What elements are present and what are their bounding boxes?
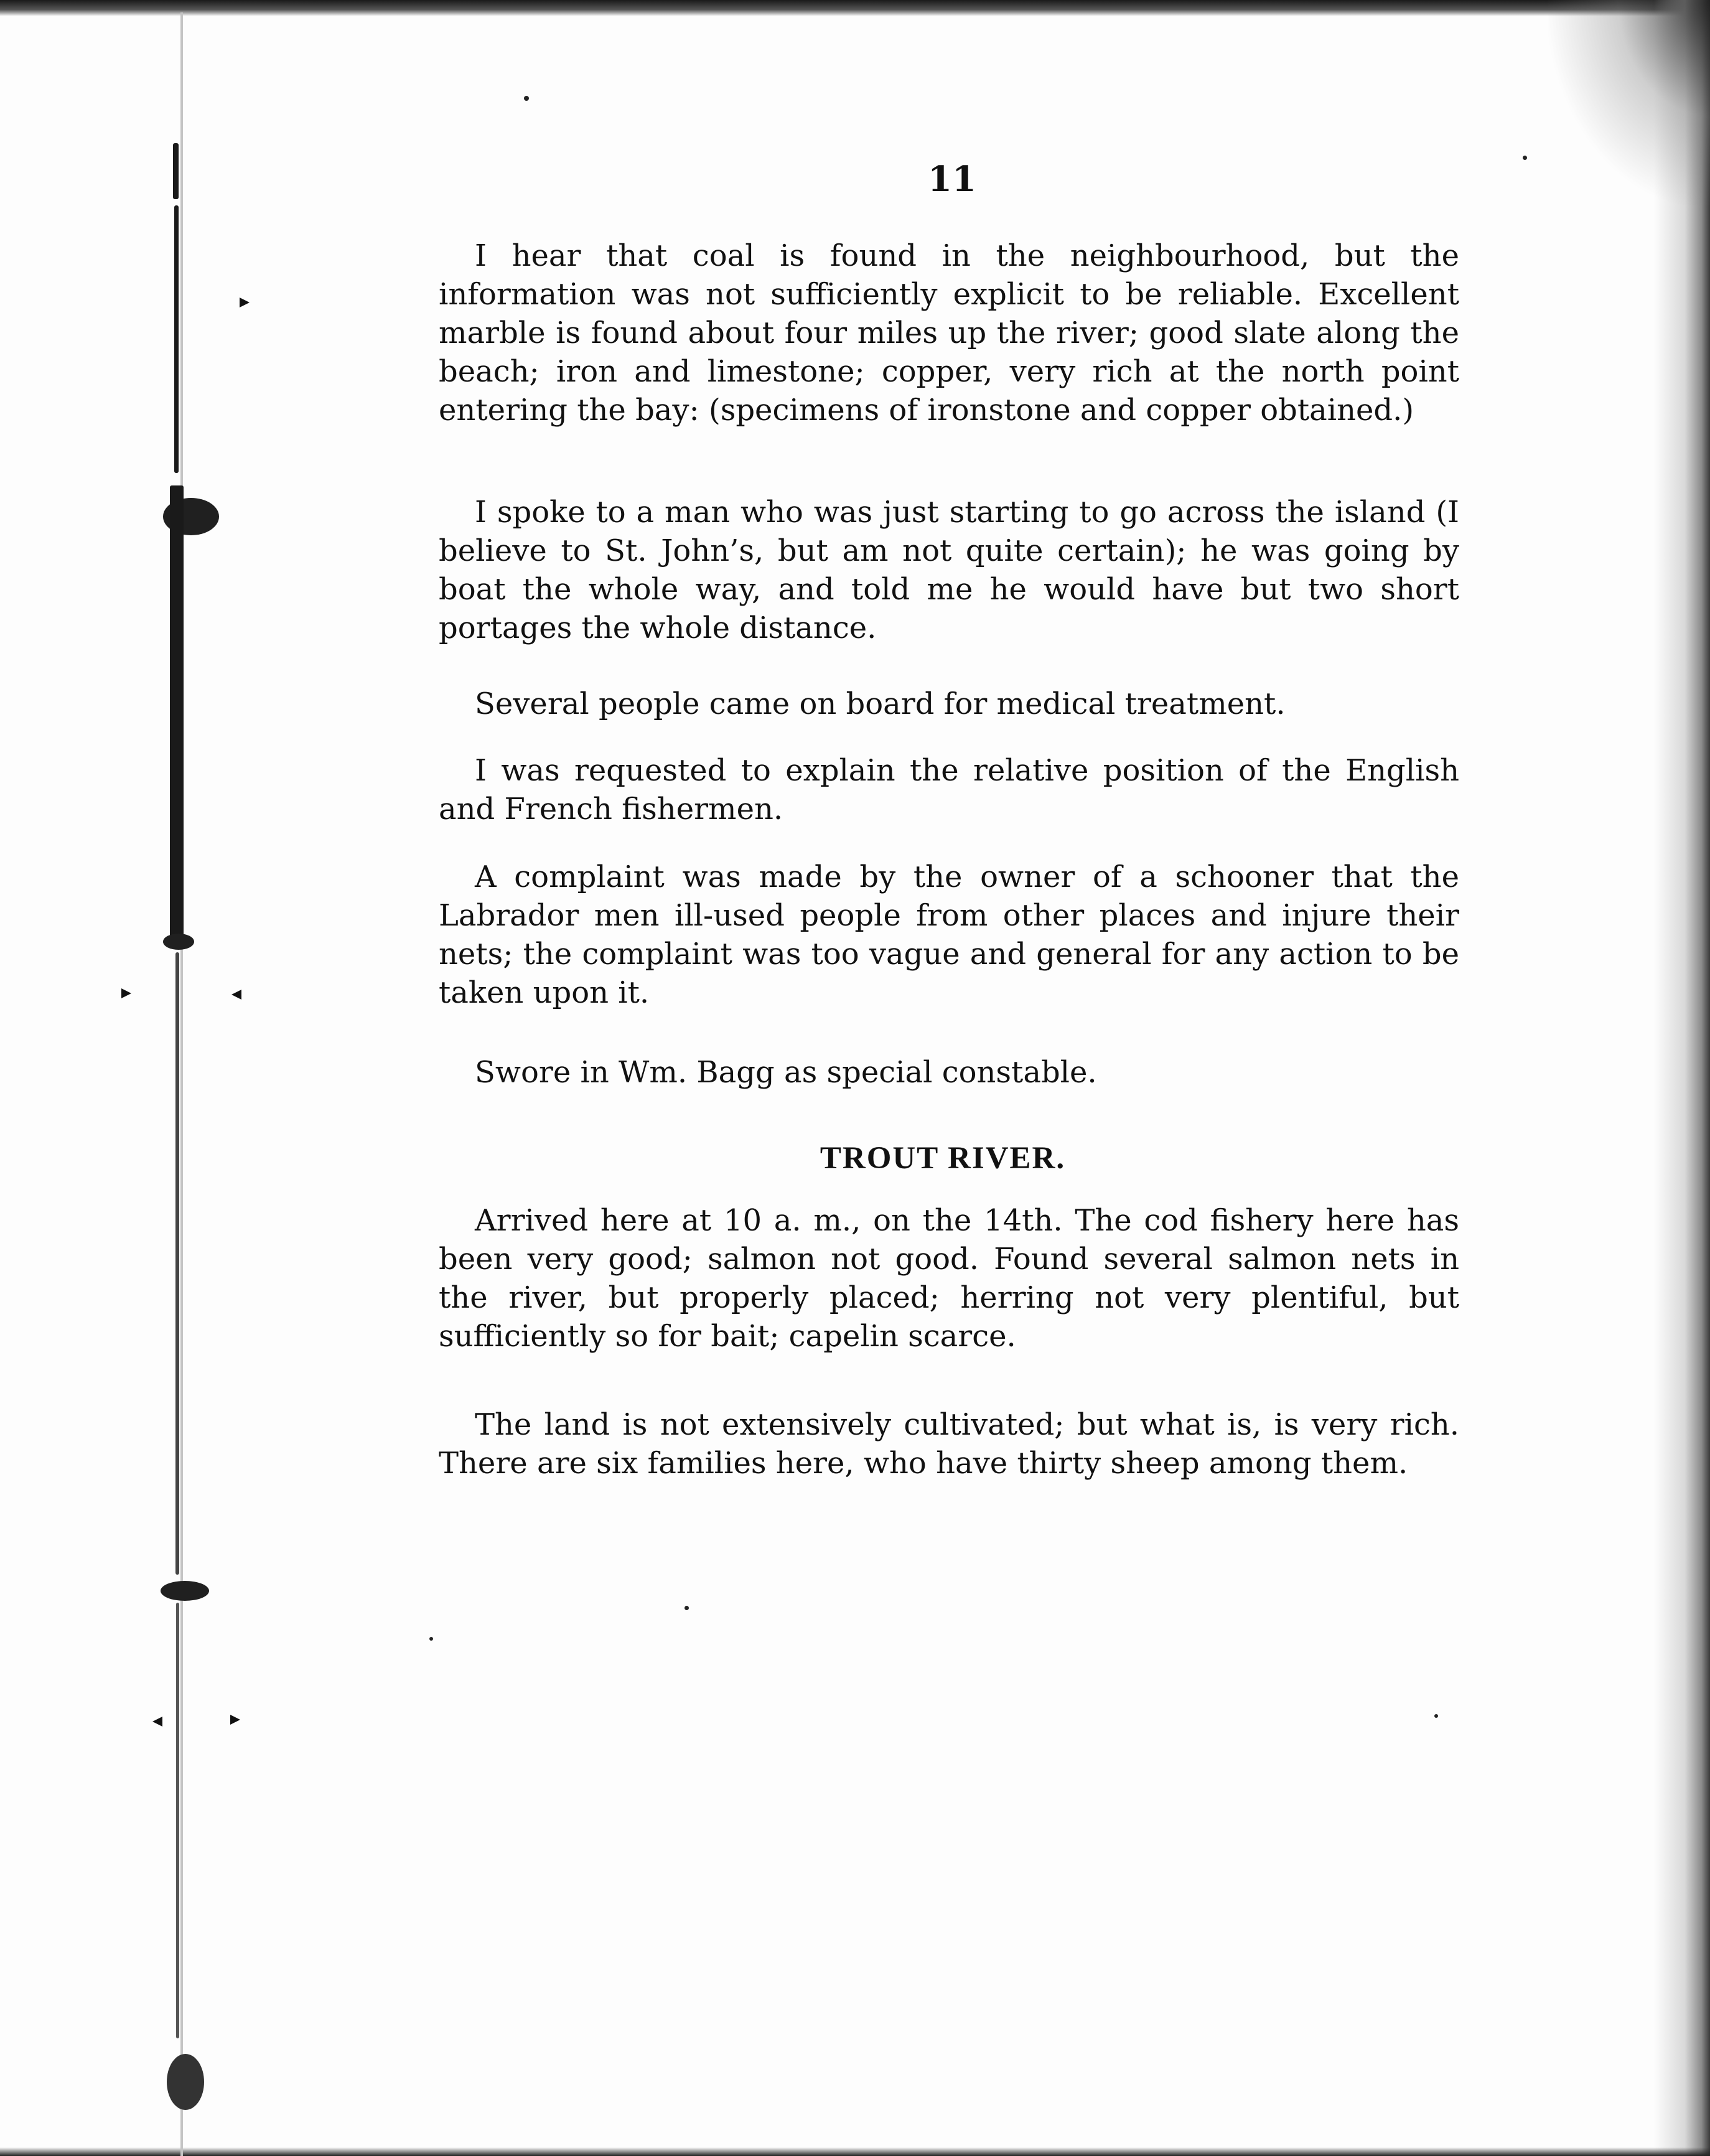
paragraph-coal-minerals: I hear that coal is found in the neighbourhood, but the information was not sufficiently explicit to be reliable. Excellent marble is found about four miles up the river; good slate along the beach; iron and limestone; copper, very rich at the north point entering the bay: (specimens of ironstone and copper obtained.): [439, 238, 1459, 428]
page-bottom-edge-shadow: [0, 2147, 1710, 2156]
binding-fold-line: [180, 12, 183, 2156]
stitch-knot: [163, 934, 194, 950]
gutter-mark: [240, 298, 250, 307]
paragraph-portages: I spoke to a man who was just starting to go across the island (I believe to St. John’s, but am not quite certain); he was going by boat the whole way, and told me he would have but two short portages the whole distance.: [439, 495, 1459, 645]
stitch-mark: [173, 143, 179, 199]
gutter-mark: [121, 988, 131, 998]
page-top-edge-shadow: [0, 0, 1710, 16]
ink-speck: [1523, 156, 1527, 160]
stitch-thread: [175, 952, 179, 1575]
stitch-thread: [176, 1603, 179, 2038]
ink-speck: [684, 1606, 689, 1610]
gutter-mark: [231, 990, 241, 1000]
paragraph-fishermen-position: I was requested to explain the relative position of the English and French fishermen.: [439, 753, 1459, 827]
stitch-thread: [174, 205, 179, 473]
paragraph-medical-treatment: Several people came on board for medical treatment.: [475, 687, 1286, 721]
ink-speck: [429, 1637, 433, 1641]
page-right-edge-shadow: [1654, 0, 1710, 2156]
ink-speck: [1434, 1714, 1438, 1718]
gutter-mark: [230, 1715, 240, 1725]
gutter-mark: [152, 1717, 162, 1727]
binding-gutter: [0, 0, 187, 2156]
page-number: 11: [928, 159, 976, 200]
page-corner-shadow: [1548, 0, 1710, 205]
stitch-knot: [167, 2054, 204, 2110]
paragraph-special-constable: Swore in Wm. Bagg as special constable.: [475, 1055, 1097, 1090]
ink-speck: [524, 96, 529, 101]
section-heading-trout-river: TROUT RIVER.: [820, 1141, 1066, 1176]
paragraph-trout-river-land: The land is not extensively cultivated; but what is, is very rich. There are six families here, who have thirty sheep among them.: [439, 1407, 1459, 1481]
stitch-knot: [161, 1581, 209, 1601]
paragraph-complaint: A complaint was made by the owner of a schooner that the Labrador men ill-used people from other places and injure their nets; the complaint was too vague and general for any action to be taken upon it.: [439, 860, 1459, 1010]
stitch-thread: [170, 485, 184, 946]
paragraph-trout-river-arrival: Arrived here at 10 a. m., on the 14th. The cod fishery here has been very good; salmon not good. Found several salmon nets in the river, but properly placed; herring not very plentiful, but sufficiently so for bait; capelin scarce.: [439, 1203, 1459, 1354]
